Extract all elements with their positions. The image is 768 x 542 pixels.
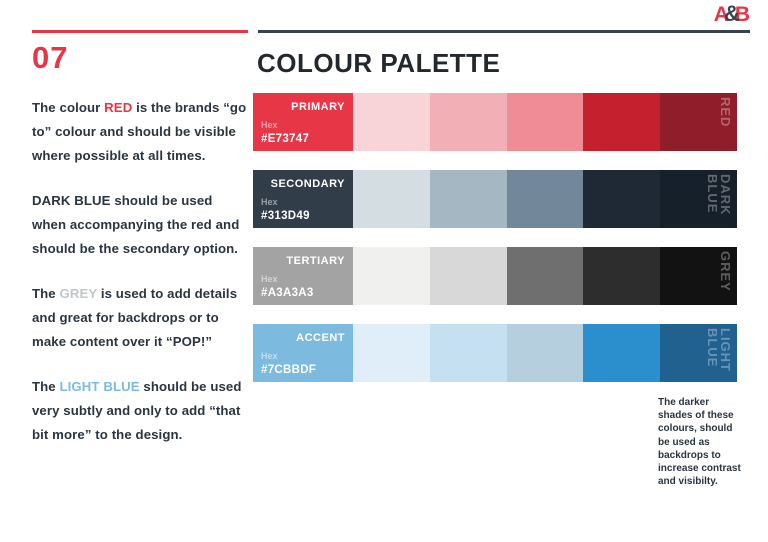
highlight-lightblue: LIGHT BLUE (59, 379, 140, 394)
swatch-shade (430, 93, 507, 151)
logo-letter-b: B (734, 3, 748, 26)
page-number: 07 (32, 40, 69, 75)
top-rule-dark (258, 30, 750, 33)
logo-ampersand: & (723, 1, 738, 26)
vertical-colour-name: RED (717, 97, 733, 128)
swatch-shade (353, 93, 430, 151)
swatch-shade (353, 324, 430, 382)
intro-paragraph-darkblue: DARK BLUE should be used when accompanying the red and should be the secondary option. (32, 193, 240, 256)
intro-paragraph-grey: The GREY is used to add details and great for backdrops or to make content over it “POP!” (32, 286, 238, 349)
intro-paragraph-red: The colour RED is the brands “go to” colour and should be visible where possible at all times. (32, 100, 247, 163)
vertical-colour-name: LIGHT BLUE (704, 328, 733, 372)
intro-paragraph-lightblue: The LIGHT BLUE should be used very subtly and only to add “that bit more” to the design. (32, 379, 242, 442)
swatch-shade (507, 170, 584, 228)
swatch-secondary-main (253, 170, 353, 228)
swatch-shade (507, 247, 584, 305)
hex-label: Hex (261, 120, 278, 130)
vertical-colour-name: GREY (717, 251, 733, 292)
ab-logo (714, 3, 748, 26)
page-title: COLOUR PALETTE (257, 48, 501, 78)
swatch-shade (430, 324, 507, 382)
swatch-shade-darkest (660, 93, 737, 151)
hex-value: #313D49 (261, 210, 310, 222)
vertical-colour-name: DARK BLUE (704, 174, 733, 216)
highlight-darkblue: DARK BLUE (32, 193, 111, 208)
highlight-red: RED (104, 100, 133, 115)
swatch-shade (583, 170, 660, 228)
top-rule-red (32, 30, 248, 33)
swatch-tertiary-main (253, 247, 353, 305)
hex-label: Hex (261, 197, 278, 207)
swatch-row-title: PRIMARY (291, 101, 345, 113)
swatch-shade (430, 247, 507, 305)
intro-text-column (32, 96, 250, 468)
swatch-shade-darkest (660, 247, 737, 305)
hex-value: #E73747 (261, 133, 310, 145)
swatch-shade (353, 170, 430, 228)
palette-row-accent (253, 324, 737, 382)
swatch-accent-main (253, 324, 353, 382)
hex-label: Hex (261, 351, 278, 361)
swatch-row-title: TERTIARY (286, 255, 345, 267)
swatch-shade (583, 247, 660, 305)
swatch-shade (583, 324, 660, 382)
swatch-shade-darkest (660, 324, 737, 382)
hex-value: #7CBBDF (261, 364, 317, 376)
darker-shades-note: The darker shades of these colours, should be used as backdrops to increase contrast and visibilty. (658, 397, 741, 488)
swatch-shade-darkest (660, 170, 737, 228)
highlight-grey: GREY (59, 286, 98, 301)
hex-label: Hex (261, 274, 278, 284)
palette-row-tertiary (253, 247, 737, 305)
hex-value: #A3A3A3 (261, 287, 314, 299)
swatch-shade (583, 93, 660, 151)
swatch-row-title: ACCENT (296, 332, 345, 344)
swatch-shade (353, 247, 430, 305)
swatch-row-title: SECONDARY (270, 178, 345, 190)
colour-palette (253, 93, 737, 401)
palette-row-secondary (253, 170, 737, 228)
swatch-shade (430, 170, 507, 228)
palette-row-primary (253, 93, 737, 151)
logo-letter-a: A (713, 3, 727, 26)
swatch-shade (507, 93, 584, 151)
swatch-primary-main (253, 93, 353, 151)
swatch-shade (507, 324, 584, 382)
